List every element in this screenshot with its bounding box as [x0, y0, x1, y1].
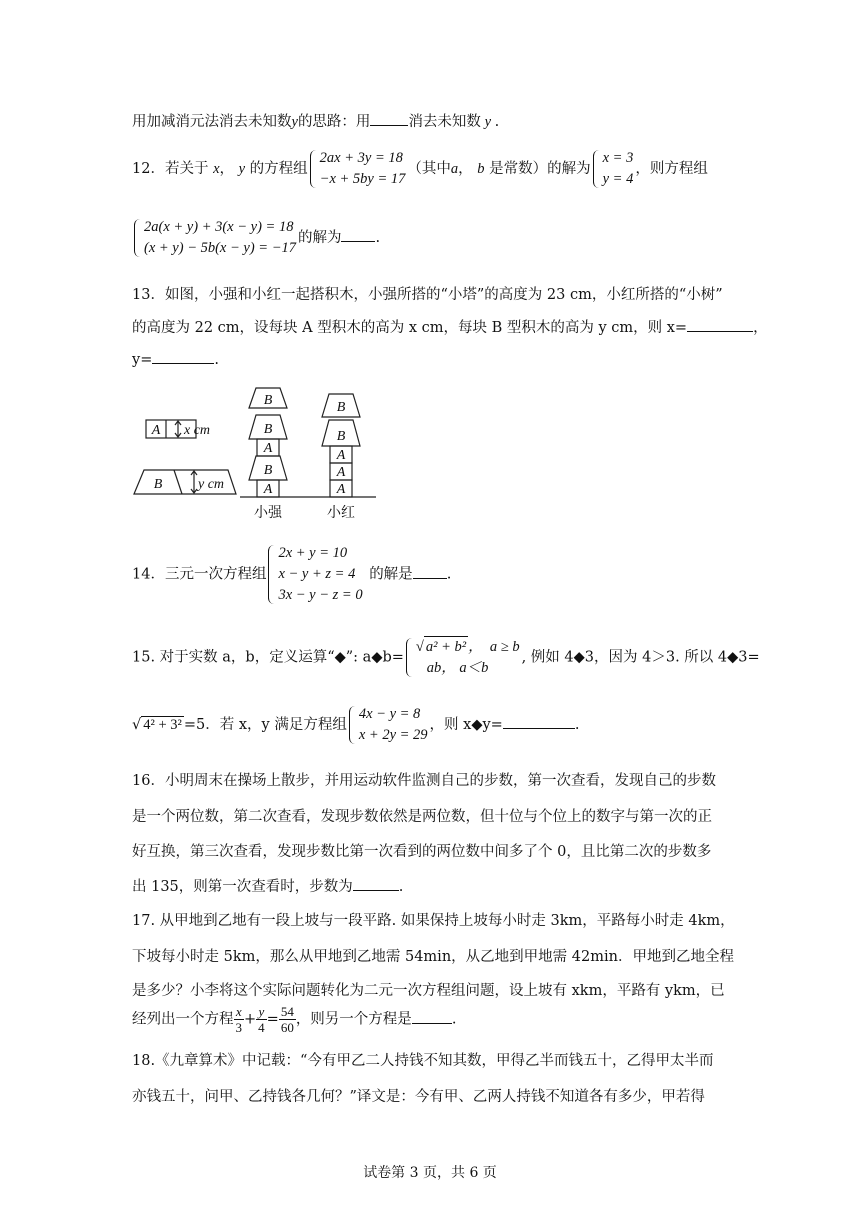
question-16-line4: 出 135，则第一次查看时，步数为 . [132, 875, 403, 896]
equation-system: 4x − y = 8 x + 2y = 29 [349, 704, 428, 746]
question-18: 18.《九章算术》中记载：“今有甲乙二人持钱不知其数，甲得乙半而钱五十，乙得甲太半而 [132, 1053, 714, 1069]
question-15: 15. 对于实数 a，b，定义运算“◆”: a◆b= √ a² + b² ， a ≥ b ab， a＜b , 例如 4◆3，因为 4＞3. 所以 4◆3= [132, 636, 760, 679]
question-14: 14．三元一次方程组 2x + y = 10 x − y + z = 4 3x − y − z = 0 的解是 . [132, 543, 451, 606]
question-18-line2: 亦钱五十，问甲、乙持钱各几何？”译文是：今有甲、乙两人持钱不知道各有多少，甲若得 [132, 1089, 705, 1105]
question-15-line2: √ 4² + 3² =5．若 x，y 满足方程组 4x − y = 8 x + 2y = 29 ，则 x◆y= . [132, 704, 579, 746]
question-16-line3: 好互换，第三次查看，发现步数比第一次看到的两位数中间多了个 0，且比第二次的步数多 [132, 844, 712, 860]
question-17-line4: 经列出一个方程 $\frac{x}{3}$ + $\frac{y}{4}$ = $\frac{54}{60}$ ，则另一个方程是 . [132, 1004, 457, 1035]
question-17-line2: 下坡每小时走 5km，那么从甲地到乙地需 54min，从乙地到甲地需 42min．甲地到乙地全程 [132, 949, 734, 965]
block-label: B [263, 463, 273, 478]
answer-blank-x[interactable] [687, 317, 753, 332]
xiaohong-label: 小红 [327, 506, 355, 521]
answer-blank[interactable] [353, 876, 399, 891]
solution-system: x = 3 y = 4 [593, 148, 634, 190]
question-16-line2: 是一个两位数，第二次查看，发现步数依然是两位数，但十位与个位上的数字与第一次的正 [132, 809, 712, 825]
legend-label-b: B [153, 477, 163, 492]
xiaoqiang-label: 小强 [254, 506, 282, 521]
block-label: A [263, 441, 273, 456]
block-label: B [336, 429, 346, 444]
equation-system: 2ax + 3y = 18 −x + 5by = 17 [310, 148, 406, 190]
block-label: A [336, 482, 346, 497]
piecewise-definition: √ a² + b² ， a ≥ b ab， a＜b [406, 636, 520, 679]
block-label: A [263, 482, 273, 497]
y-cm-label: y cm [198, 477, 225, 492]
page-footer: 试卷第 3 页，共 6 页 [363, 1165, 497, 1181]
fraction: $\frac{54}{60}$ [280, 1004, 294, 1035]
answer-blank-y[interactable] [152, 349, 214, 364]
legend-label-a: A [151, 423, 161, 438]
equation-system: 2x + y = 10 x − y + z = 4 3x − y − z = 0 [268, 543, 362, 606]
question-13-line3: y= . [132, 349, 219, 368]
answer-blank[interactable] [503, 714, 575, 729]
question-12: 12．若关于 x， y 的方程组 2ax + 3y = 18 −x + 5by = 17 （其中a， b 是常数）的解为 x = 3 y = 4 ，则方程组 [132, 148, 708, 190]
answer-blank[interactable] [413, 564, 447, 579]
blocks-figure [132, 384, 392, 524]
answer-blank[interactable] [370, 111, 408, 126]
fraction: $\frac{x}{3}$ [235, 1004, 242, 1035]
block-label: A [336, 465, 346, 480]
q11-tail: 用加减消元法消去未知数y的思路：用 消去未知数 y . [132, 110, 499, 131]
question-12-line2: 2a(x + y) + 3(x − y) = 18 (x + y) − 5b(x − y) = −17 的解为 . [132, 217, 380, 259]
question-16: 16．小明周末在操场上散步，并用运动软件监测自己的步数，第一次查看，发现自己的步数 [132, 773, 716, 789]
block-label: B [263, 393, 273, 408]
block-label: B [263, 422, 273, 437]
equation-system: 2a(x + y) + 3(x − y) = 18 (x + y) − 5b(x − y) = −17 [134, 217, 296, 259]
question-13-line2: 的高度为 22 cm，设每块 A 型积木的高为 x cm，每块 B 型积木的高为 y cm，则 x= ， [132, 316, 768, 337]
question-17-line3: 是多少？小李将这个实际问题转化为二元一次方程组问题，设上坡有 xkm，平路有 ykm，已 [132, 983, 725, 999]
x-cm-label: x cm [184, 423, 211, 438]
answer-blank[interactable] [412, 1009, 452, 1024]
question-17: 17. 从甲地到乙地有一段上坡与一段平路. 如果保持上坡每小时走 3km，平路每小时走 4km， [132, 913, 735, 929]
question-13: 13．如图，小强和小红一起搭积木，小强所搭的“小塔”的高度为 23 cm，小红所搭的“小树” [132, 287, 723, 303]
block-label: A [336, 448, 346, 463]
answer-blank[interactable] [341, 227, 375, 242]
block-label: B [336, 400, 346, 415]
fraction: $\frac{y}{4}$ [258, 1004, 265, 1035]
